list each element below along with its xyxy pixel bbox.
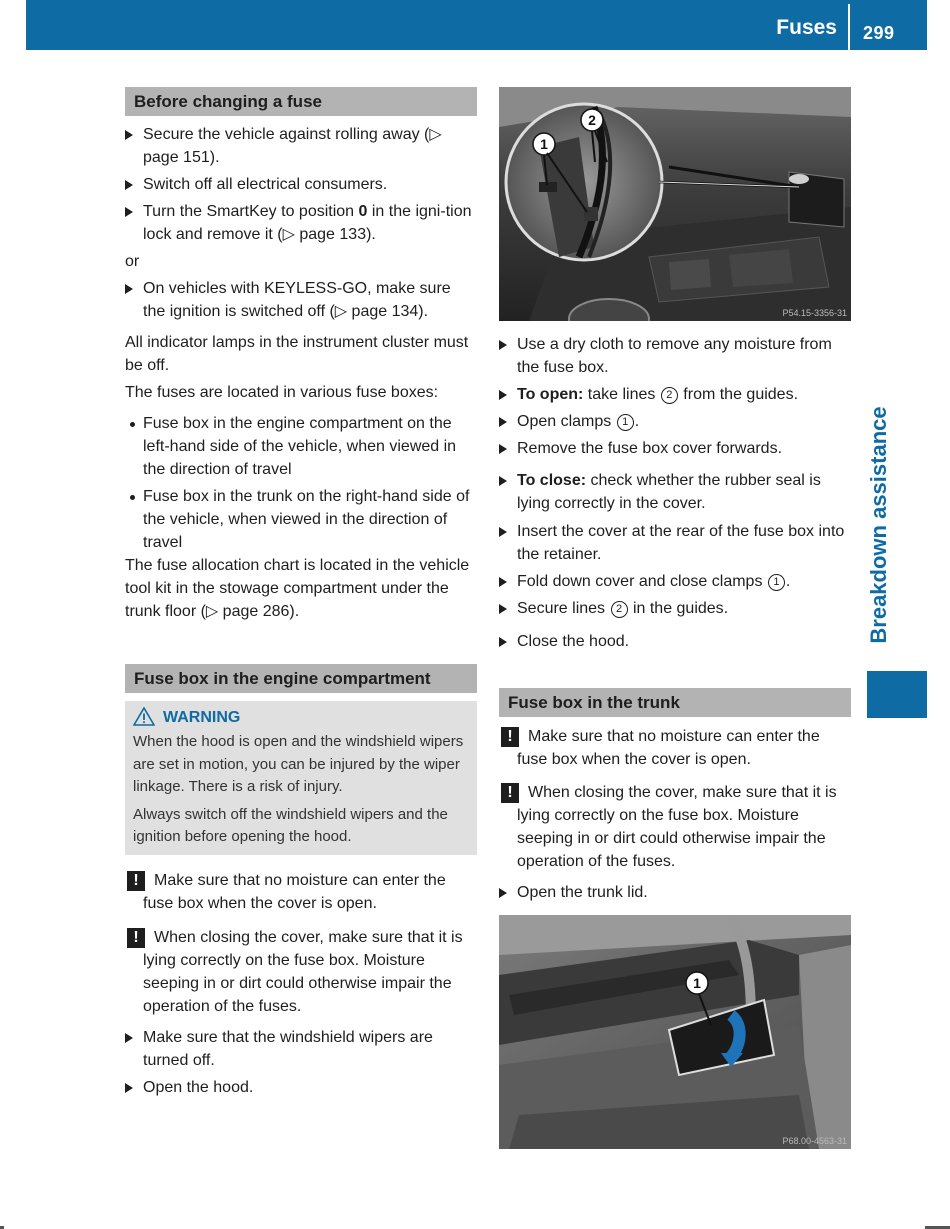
- warning-text: Always switch off the windshield wipers and the ignition before opening the hood.: [133, 805, 448, 845]
- warning-triangle-icon: [133, 707, 155, 726]
- triangle-arrow-icon: [499, 444, 507, 454]
- instruction-step: Secure the vehicle against rolling away (▷ page 151).: [125, 123, 477, 169]
- photo-callout-1: 1: [693, 975, 701, 991]
- instruction-step: Close the hood.: [499, 630, 851, 653]
- triangle-arrow-icon: [499, 888, 507, 898]
- instruction-step: To open: take lines 2 from the guides.: [499, 383, 851, 406]
- triangle-arrow-icon: [499, 340, 507, 350]
- instruction-step: Fold down cover and close clamps 1 .: [499, 570, 851, 593]
- photo-code: P68.00-4563-31: [782, 1136, 847, 1146]
- engine-illustration: [499, 87, 851, 321]
- triangle-arrow-icon: [125, 180, 133, 190]
- instruction-step: Open the trunk lid.: [499, 881, 851, 904]
- callout-number: 2: [611, 601, 628, 618]
- engine-compartment-photo: [499, 87, 851, 321]
- photo-code: P54.15-3356-31: [782, 308, 847, 318]
- page-header: [26, 0, 927, 50]
- instruction-step: On vehicles with KEYLESS-GO, make sure the ignition is switched off (▷ page 134).: [125, 277, 477, 323]
- list-item: Fuse box in the engine compartment on the left-hand side of the vehicle, when viewed in the direction of travel: [125, 412, 477, 481]
- warning-title: WARNING: [133, 705, 469, 731]
- triangle-arrow-icon: [125, 207, 133, 217]
- side-tab-label: [866, 380, 892, 670]
- instruction-step: Secure lines 2 in the guides.: [499, 597, 851, 620]
- instruction-step: Make sure that the windshield wipers are turned off.: [125, 1026, 477, 1072]
- paragraph: The fuses are located in various fuse boxes:: [125, 384, 439, 401]
- instruction-step: Insert the cover at the rear of the fuse box into the retainer.: [499, 520, 851, 566]
- section-heading-trunk-fuse-box: Fuse box in the trunk: [499, 688, 851, 717]
- triangle-arrow-icon: [499, 604, 507, 614]
- right-column: [499, 87, 851, 1149]
- trunk-photo: [499, 915, 851, 1149]
- photo-callout-1: 1: [540, 136, 548, 152]
- exclamation-icon: !: [501, 783, 519, 803]
- callout-number: 2: [661, 387, 678, 404]
- section-heading-engine-fuse-box: Fuse box in the engine compartment: [125, 664, 477, 693]
- triangle-arrow-icon: [499, 417, 507, 427]
- paragraph: The fuse allocation chart is located in the vehicle tool kit in the stowage compartment under the trunk floor (▷ page 286).: [125, 557, 470, 620]
- caution-note: ! When closing the cover, make sure that it is lying correctly on the fuse box. Moisture seeping in or dirt could otherwise impair the operation of the fuses.: [125, 926, 477, 1018]
- instruction-step: Switch off all electrical consumers.: [125, 173, 477, 196]
- instruction-step: Remove the fuse box cover forwards.: [499, 437, 851, 460]
- instruction-step: Open the hood.: [125, 1076, 477, 1099]
- caution-note: ! Make sure that no moisture can enter the fuse box when the cover is open.: [499, 725, 851, 771]
- triangle-arrow-icon: [499, 577, 507, 587]
- triangle-arrow-icon: [125, 1033, 133, 1043]
- instruction-step: To close: check whether the rubber seal is lying correctly in the cover.: [499, 469, 851, 515]
- triangle-arrow-icon: [125, 130, 133, 140]
- exclamation-icon: !: [127, 871, 145, 891]
- triangle-arrow-icon: [499, 390, 507, 400]
- callout-number: 1: [617, 414, 634, 431]
- left-column: [125, 87, 477, 1099]
- warning-text: When the hood is open and the windshield wipers are set in motion, you can be injured by the wiper linkage. There is a risk of injury.: [133, 733, 464, 795]
- trunk-illustration: [499, 915, 851, 1149]
- side-tab-block: [867, 671, 927, 718]
- caution-note: ! When closing the cover, make sure that it is lying correctly on the fuse box. Moisture seeping in or dirt could otherwise impair the operation of the fuses.: [499, 781, 851, 873]
- section-heading-before-changing: Before changing a fuse: [125, 87, 477, 116]
- side-tab-text: Breakdown assistance: [866, 406, 891, 644]
- bullet-icon: [130, 495, 135, 500]
- warning-box: [125, 701, 477, 855]
- triangle-arrow-icon: [499, 476, 507, 486]
- instruction-step: Turn the SmartKey to position 0 in the igni-tion lock and remove it (▷ page 133).: [125, 200, 477, 246]
- triangle-arrow-icon: [125, 1083, 133, 1093]
- caution-note: ! Make sure that no moisture can enter the fuse box when the cover is open.: [125, 869, 477, 915]
- header-divider: [848, 4, 850, 50]
- paragraph: All indicator lamps in the instrument cluster must be off.: [125, 334, 469, 374]
- triangle-arrow-icon: [499, 527, 507, 537]
- instruction-step: Open clamps 1 .: [499, 410, 851, 433]
- page-number: 299: [863, 23, 895, 43]
- list-item: Fuse box in the trunk on the right-hand side of the vehicle, when viewed in the direction of travel: [125, 485, 477, 554]
- exclamation-icon: !: [501, 727, 519, 747]
- instruction-step: Use a dry cloth to remove any moisture from the fuse box.: [499, 333, 851, 379]
- photo-callout-2: 2: [588, 112, 596, 128]
- page-title: Fuses: [776, 16, 837, 39]
- bullet-icon: [130, 422, 135, 427]
- or-text: or: [125, 253, 140, 270]
- triangle-arrow-icon: [125, 284, 133, 294]
- triangle-arrow-icon: [499, 637, 507, 647]
- callout-number: 1: [768, 574, 785, 591]
- exclamation-icon: !: [127, 928, 145, 948]
